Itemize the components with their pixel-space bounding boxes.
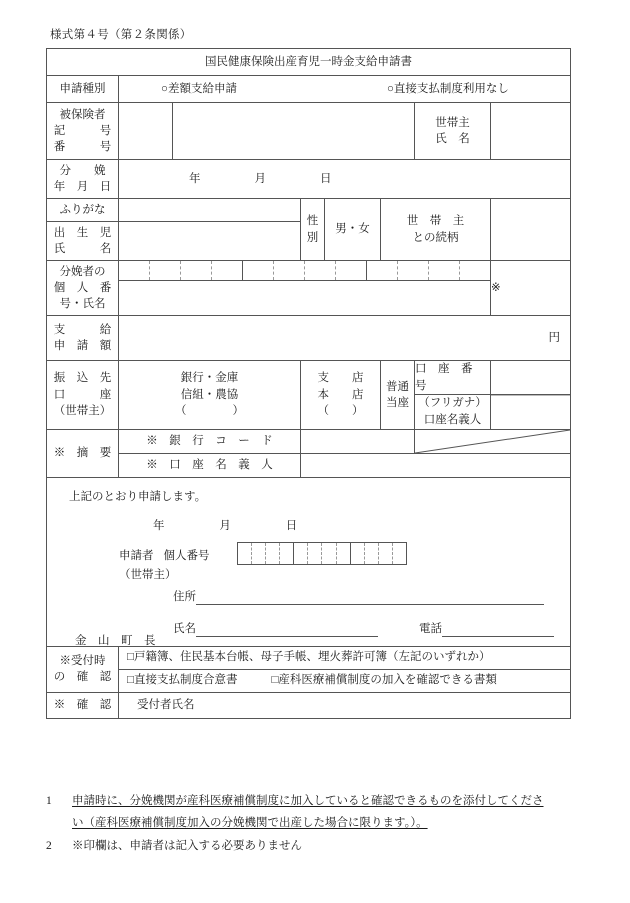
declaration-statement: 上記のとおり申請します。 <box>69 490 207 503</box>
furigana-input[interactable] <box>119 199 301 222</box>
tekiyo-bank-code-row <box>47 429 571 453</box>
relation-input[interactable] <box>491 199 571 261</box>
applicant-mynumber-box[interactable] <box>322 543 336 564</box>
birth-date-label-line1: 分 娩 <box>59 164 106 177</box>
applicant-mynumber-label: 個人番号 <box>163 549 210 562</box>
application-type-label: 申請種別 <box>47 76 119 103</box>
mother-name-input[interactable] <box>119 281 491 316</box>
applicant-mynumber-box[interactable] <box>337 543 351 564</box>
account-labels-cell <box>415 361 491 430</box>
tekiyo-holder-label: ※ 口 座 名 義 人 <box>119 453 301 477</box>
mynumber-box[interactable] <box>429 261 460 280</box>
form-number: 様式第４号（第２条関係） <box>50 29 192 41</box>
insured-label-line2: 記 号 <box>53 124 112 137</box>
bank-account-row <box>47 361 571 430</box>
account-values-cell[interactable] <box>491 361 571 430</box>
tel-label: 電話 <box>419 622 442 635</box>
mynumber-box[interactable] <box>181 261 212 280</box>
reception-check-item1[interactable]: □戸籍簿、住民基本台帳、母子手帳、埋火葬許可簿（左記のいずれか） <box>127 651 491 664</box>
relation-label <box>381 199 491 261</box>
applicant-mynumber-box[interactable] <box>266 543 280 564</box>
mynumber-box[interactable] <box>243 261 274 280</box>
addressee-mayor: 金 山 町 長 <box>75 634 156 647</box>
account-type-cell[interactable] <box>381 361 415 430</box>
name-label: 氏名 <box>173 622 196 635</box>
confirmation-value-cell[interactable] <box>119 692 571 718</box>
footnote-number: 2 <box>46 839 52 852</box>
birth-date-label-line2: 年 月 日 <box>53 181 112 193</box>
declaration-date[interactable] <box>153 518 349 535</box>
tel-input-line[interactable] <box>442 623 554 637</box>
newborn-label-line2: 氏 名 <box>53 243 112 255</box>
confirmation-label: ※ 確 認 <box>47 692 119 718</box>
applicant-mynumber-box[interactable] <box>379 543 393 564</box>
mother-mynumber-boxes-row <box>47 261 571 281</box>
name-field[interactable] <box>173 621 378 638</box>
mynumber-box-strip <box>119 261 490 280</box>
householder-name-input[interactable] <box>491 103 571 160</box>
tekiyo-holder-boxes[interactable] <box>301 453 571 477</box>
applicant-label: 申請者 <box>119 549 154 562</box>
payment-amount-row <box>47 316 571 361</box>
gender-options[interactable]: 男・女 <box>325 199 381 261</box>
address-input-line[interactable] <box>196 591 544 605</box>
insured-number-input[interactable] <box>173 103 415 160</box>
tekiyo-account-holder-row <box>47 453 571 477</box>
reception-check-item2b[interactable]: □産科医療補償制度の加入を確認できる書類 <box>271 674 497 687</box>
application-form-table <box>46 48 571 719</box>
footnote-text-line1: ※印欄は、申請者は記入する必要ありません <box>72 839 302 852</box>
mynumber-box[interactable] <box>150 261 181 280</box>
newborn-name-input[interactable] <box>119 222 301 261</box>
footnote-text-line2: い（産科医療補償制度加入の分娩機関で出産した場合に限ります。）。 <box>72 817 428 830</box>
reception-check-item2-cell[interactable] <box>119 669 571 692</box>
footnote-item <box>46 790 606 835</box>
furigana-row <box>47 199 571 222</box>
reception-check-item1-cell[interactable] <box>119 646 571 669</box>
bank-kind-line1: 銀行・金庫 <box>180 372 239 385</box>
footnote-number: 1 <box>46 795 52 807</box>
birth-date-day: 日 <box>320 172 332 185</box>
mynumber-box[interactable] <box>460 261 490 280</box>
bank-name-cell[interactable] <box>119 361 301 430</box>
applicant-mynumber-box[interactable] <box>280 543 294 564</box>
confirmation-value: 受付者氏名 <box>137 698 195 711</box>
option-difference-payment[interactable]: ○差額支給申請 <box>161 82 237 95</box>
account-type-toza: 当座 <box>386 396 409 409</box>
mynumber-box[interactable] <box>398 261 429 280</box>
branch-line3: （ ） <box>317 405 364 417</box>
declaration-row <box>47 477 571 646</box>
birth-date-label <box>47 160 119 199</box>
insured-label-line3: 番 号 <box>53 141 112 154</box>
tel-field[interactable] <box>419 621 554 638</box>
gender-label-line1: 性 <box>306 215 319 228</box>
branch-cell[interactable] <box>301 361 381 430</box>
applicant-mynumber-boxes[interactable] <box>237 542 407 565</box>
address-field[interactable] <box>173 589 544 606</box>
householder-label-line1: 世帯主 <box>435 116 470 129</box>
bank-kind-line2: 信組・農協 <box>180 388 239 401</box>
option-no-direct-payment[interactable]: ○直接支払制度利用なし <box>386 82 509 95</box>
account-type-futsu: 普通 <box>386 380 409 393</box>
insured-row <box>47 103 571 160</box>
birth-date-month: 月 <box>254 172 266 185</box>
mynumber-box[interactable] <box>336 261 367 280</box>
insured-label <box>47 103 119 160</box>
bank-kind-line3: （ ） <box>175 405 244 417</box>
bank-code-label: ※ 銀 行 コ ー ド <box>119 429 301 453</box>
tekiyo-label: ※ 摘 要 <box>47 429 119 477</box>
bank-label <box>47 361 119 430</box>
birth-date-row <box>47 160 571 199</box>
mynumber-box[interactable] <box>274 261 305 280</box>
address-label: 住所 <box>173 590 196 603</box>
account-holder-label: 口座名義人 <box>423 414 482 427</box>
birth-date-input[interactable] <box>119 160 571 199</box>
payment-amount-input[interactable] <box>119 316 571 361</box>
mother-mynumber-label-line1: 分娩者の <box>59 265 106 278</box>
account-furigana-label: （フリガナ） <box>418 397 487 410</box>
bank-label-line3: （世帯主） <box>53 405 112 417</box>
mother-mynumber-label-line3: 号・氏名 <box>59 298 106 311</box>
declaration-cell <box>47 477 571 646</box>
reception-check-item2a[interactable]: □直接支払制度合意書 <box>127 674 238 687</box>
applicant-mynumber-box[interactable] <box>351 543 365 564</box>
payment-label-line1: 支 給 <box>53 323 112 336</box>
branch-line2: 本 店 <box>317 388 364 401</box>
newborn-name-label <box>47 222 119 261</box>
householder-label-line2: 氏 名 <box>435 133 470 145</box>
reception-label-line1: ※受付時 <box>59 654 106 667</box>
branch-line1: 支 店 <box>317 372 364 385</box>
reception-check-row-1 <box>47 646 571 669</box>
relation-label-line2: との続柄 <box>412 231 459 244</box>
mynumber-box[interactable] <box>119 261 150 280</box>
reception-check-label <box>47 646 119 692</box>
declaration-day: 日 <box>285 519 298 532</box>
applicant-mynumber-box[interactable] <box>252 543 266 564</box>
title-row <box>47 49 571 76</box>
reception-check-row-2 <box>47 669 571 692</box>
mother-official-mark: ※ <box>491 261 571 316</box>
applicant-mynumber-box[interactable] <box>238 543 252 564</box>
tekiyo-diagonal-cell <box>415 429 571 453</box>
mynumber-box[interactable] <box>212 261 243 280</box>
declaration-month: 月 <box>219 519 231 532</box>
applicant-row <box>119 548 210 565</box>
footnote-text-line1: 申請時に、分娩機関が産科医療補償制度に加入していると確認できるものを添付してくださ <box>72 795 544 807</box>
payment-amount-label <box>47 316 119 361</box>
declaration-year: 年 <box>153 519 165 532</box>
applicant-mynumber-box[interactable] <box>308 543 322 564</box>
mother-mynumber-label-line2: 個 人 番 <box>53 281 112 294</box>
payment-label-line2: 申 請 額 <box>53 340 112 352</box>
account-number-label: 口 座 番 号 <box>415 361 490 395</box>
application-type-options <box>119 76 571 103</box>
gender-label <box>301 199 325 261</box>
confirmation-row <box>47 692 571 718</box>
insured-label-line1: 被保険者 <box>59 108 106 121</box>
currency-unit: 円 <box>548 331 560 344</box>
furigana-label: ふりがな <box>47 199 119 222</box>
insured-symbol-input[interactable] <box>119 103 173 160</box>
relation-label-line1: 世 帯 主 <box>406 215 465 228</box>
applicant-mynumber-box[interactable] <box>294 543 308 564</box>
mynumber-box[interactable] <box>367 261 398 280</box>
newborn-label-line1: 出 生 児 <box>53 226 112 239</box>
footnote-item <box>46 835 606 857</box>
footnotes <box>46 790 606 857</box>
birth-date-year: 年 <box>189 172 201 185</box>
form-title: 国民健康保険出産育児一時金支給申請書 <box>47 49 571 76</box>
mynumber-box[interactable] <box>305 261 336 280</box>
reception-check-item2 <box>119 672 570 689</box>
householder-name-label <box>415 103 491 160</box>
bank-label-line1: 振 込 先 <box>53 372 112 385</box>
mother-mynumber-boxes[interactable] <box>119 261 491 281</box>
bank-code-boxes[interactable] <box>301 429 415 453</box>
application-type-row <box>47 76 571 103</box>
bank-label-line2: 口 座 <box>53 388 112 401</box>
mother-mynumber-label <box>47 261 119 316</box>
applicant-mynumber-box[interactable] <box>365 543 379 564</box>
diagonal-strike-icon <box>415 430 570 453</box>
reception-label-line2: の 確 認 <box>53 671 112 684</box>
gender-label-line2: 別 <box>306 231 319 244</box>
account-holder-labels <box>415 395 490 428</box>
account-furigana-input[interactable] <box>491 395 570 396</box>
applicant-mynumber-box[interactable] <box>393 543 406 564</box>
name-input-line[interactable] <box>196 623 378 637</box>
applicant-householder-note: （世帯主） <box>119 568 177 581</box>
